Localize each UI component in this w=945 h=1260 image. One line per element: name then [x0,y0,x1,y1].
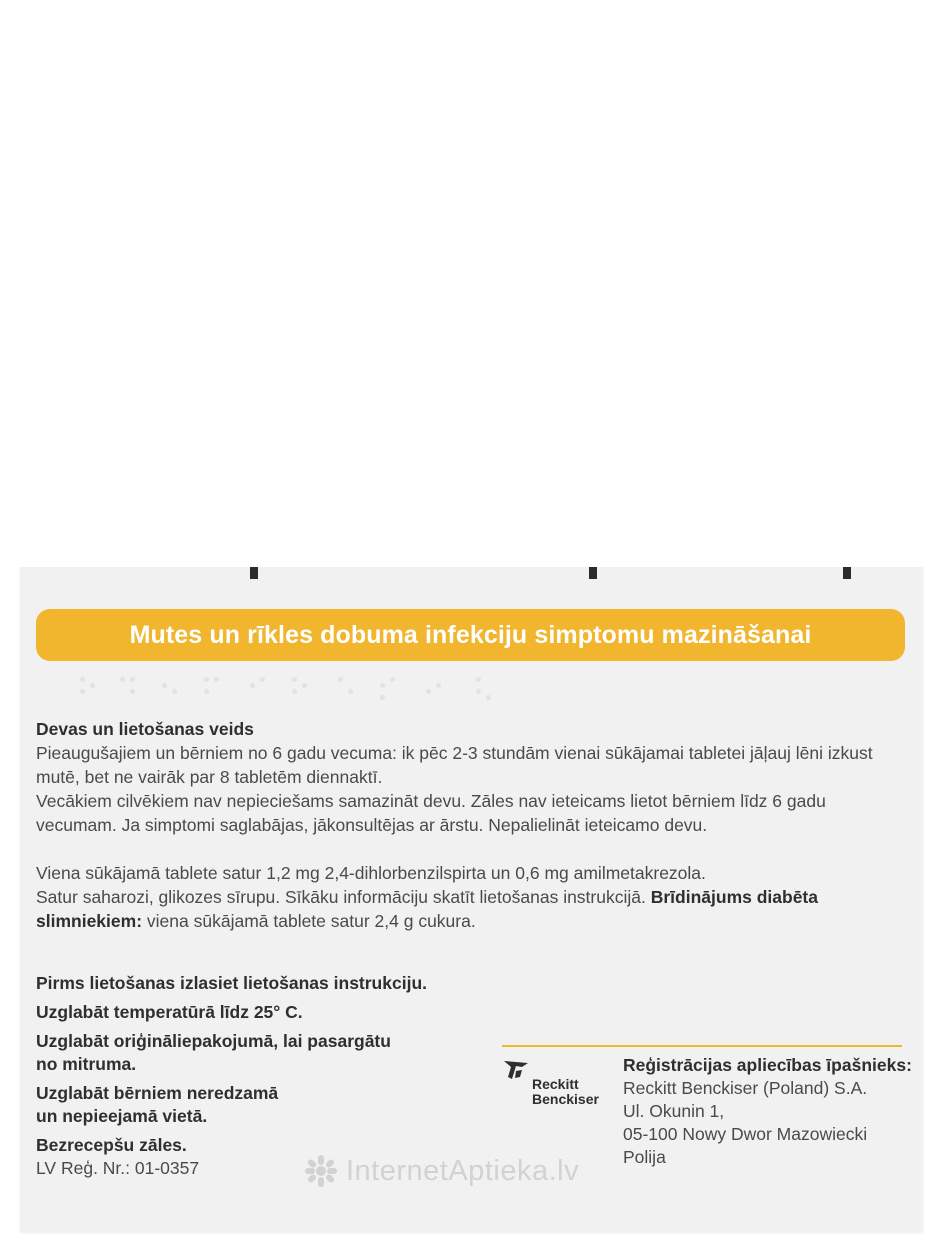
cut-notch [589,567,597,579]
watermark-text: InternetAptieka.lv [346,1154,580,1187]
temperature-note: Uzglabāt temperatūrā līdz 25° C. [36,1002,303,1022]
cut-notch [843,567,851,579]
otc-note: Bezrecepšu zāles. [36,1135,187,1155]
package-back-panel [20,567,923,1232]
composition-text: Satur saharozi, glikozes sīrupu. Sīkāku informāciju skatīt lietošanas instrukcijā. Brīdinājums diabēta slimniekiem: viena sūkājamā tablete satur 2,4 g cukura. [36,887,818,931]
registration-holder [623,1054,923,1169]
read-leaflet-note: Pirms lietošanas izlasiet lietošanas instrukciju. [36,973,427,993]
diabetes-warning: Brīdinājums diabēta slimniekiem: [36,887,818,931]
reckitt-logo-icon [502,1057,532,1093]
pill-logo-icon [304,1154,338,1188]
registration-number: LV Reģ. Nr.: 01-0357 [36,1158,200,1178]
address-city: 05-100 Nowy Dwor Mazowiecki [623,1124,868,1144]
original-pack-note: Uzglabāt oriģināliepakojumā, lai pasargātu no mitruma. [36,1031,391,1074]
cut-notch [250,567,258,579]
banner-title: Mutes un rīkles dobuma infekciju simptomu mazināšanai [129,620,812,649]
company-name: Reckitt Benckiser (Poland) S.A. [623,1078,868,1098]
address-street: Ul. Okunin 1, [623,1101,725,1121]
composition-text: Viena sūkājamā tablete satur 1,2 mg 2,4-dihlorbenzilspirta un 0,6 mg amilmetakrezola. [36,863,706,883]
dosage-section [36,717,876,933]
children-note: Uzglabāt bērniem neredzamā un nepieejamā vietā. [36,1083,279,1126]
dosage-heading: Devas un lietošanas veids [36,719,254,739]
divider [502,1045,902,1047]
dosage-text: Pieaugušajiem un bērniem no 6 gadu vecuma: ik pēc 2-3 stundām vienai sūkājamai tabletei jāļauj lēni izkust mutē, bet ne vairāk par 8 tabletēm diennaktī. [36,743,873,787]
dosage-text: Vecākiem cilvēkiem nav nepieciešams samazināt devu. Zāles nav ieteicams lietot bērniem līdz 6 gadu vecumam. Ja simptomi saglabājas, jākonsultējas ar ārstu. Nepalielināt ieteicamo devu. [36,791,826,835]
braille-embossing [80,677,520,703]
holder-heading: Reģistrācijas apliecības īpašnieks: [623,1055,912,1075]
logo-text: Reckitt [532,1076,579,1092]
watermark [304,1154,579,1188]
address-country: Polija [623,1147,666,1167]
indication-banner [36,609,905,661]
logo-text: Benckiser [532,1091,599,1107]
company-logo [502,1057,612,1117]
